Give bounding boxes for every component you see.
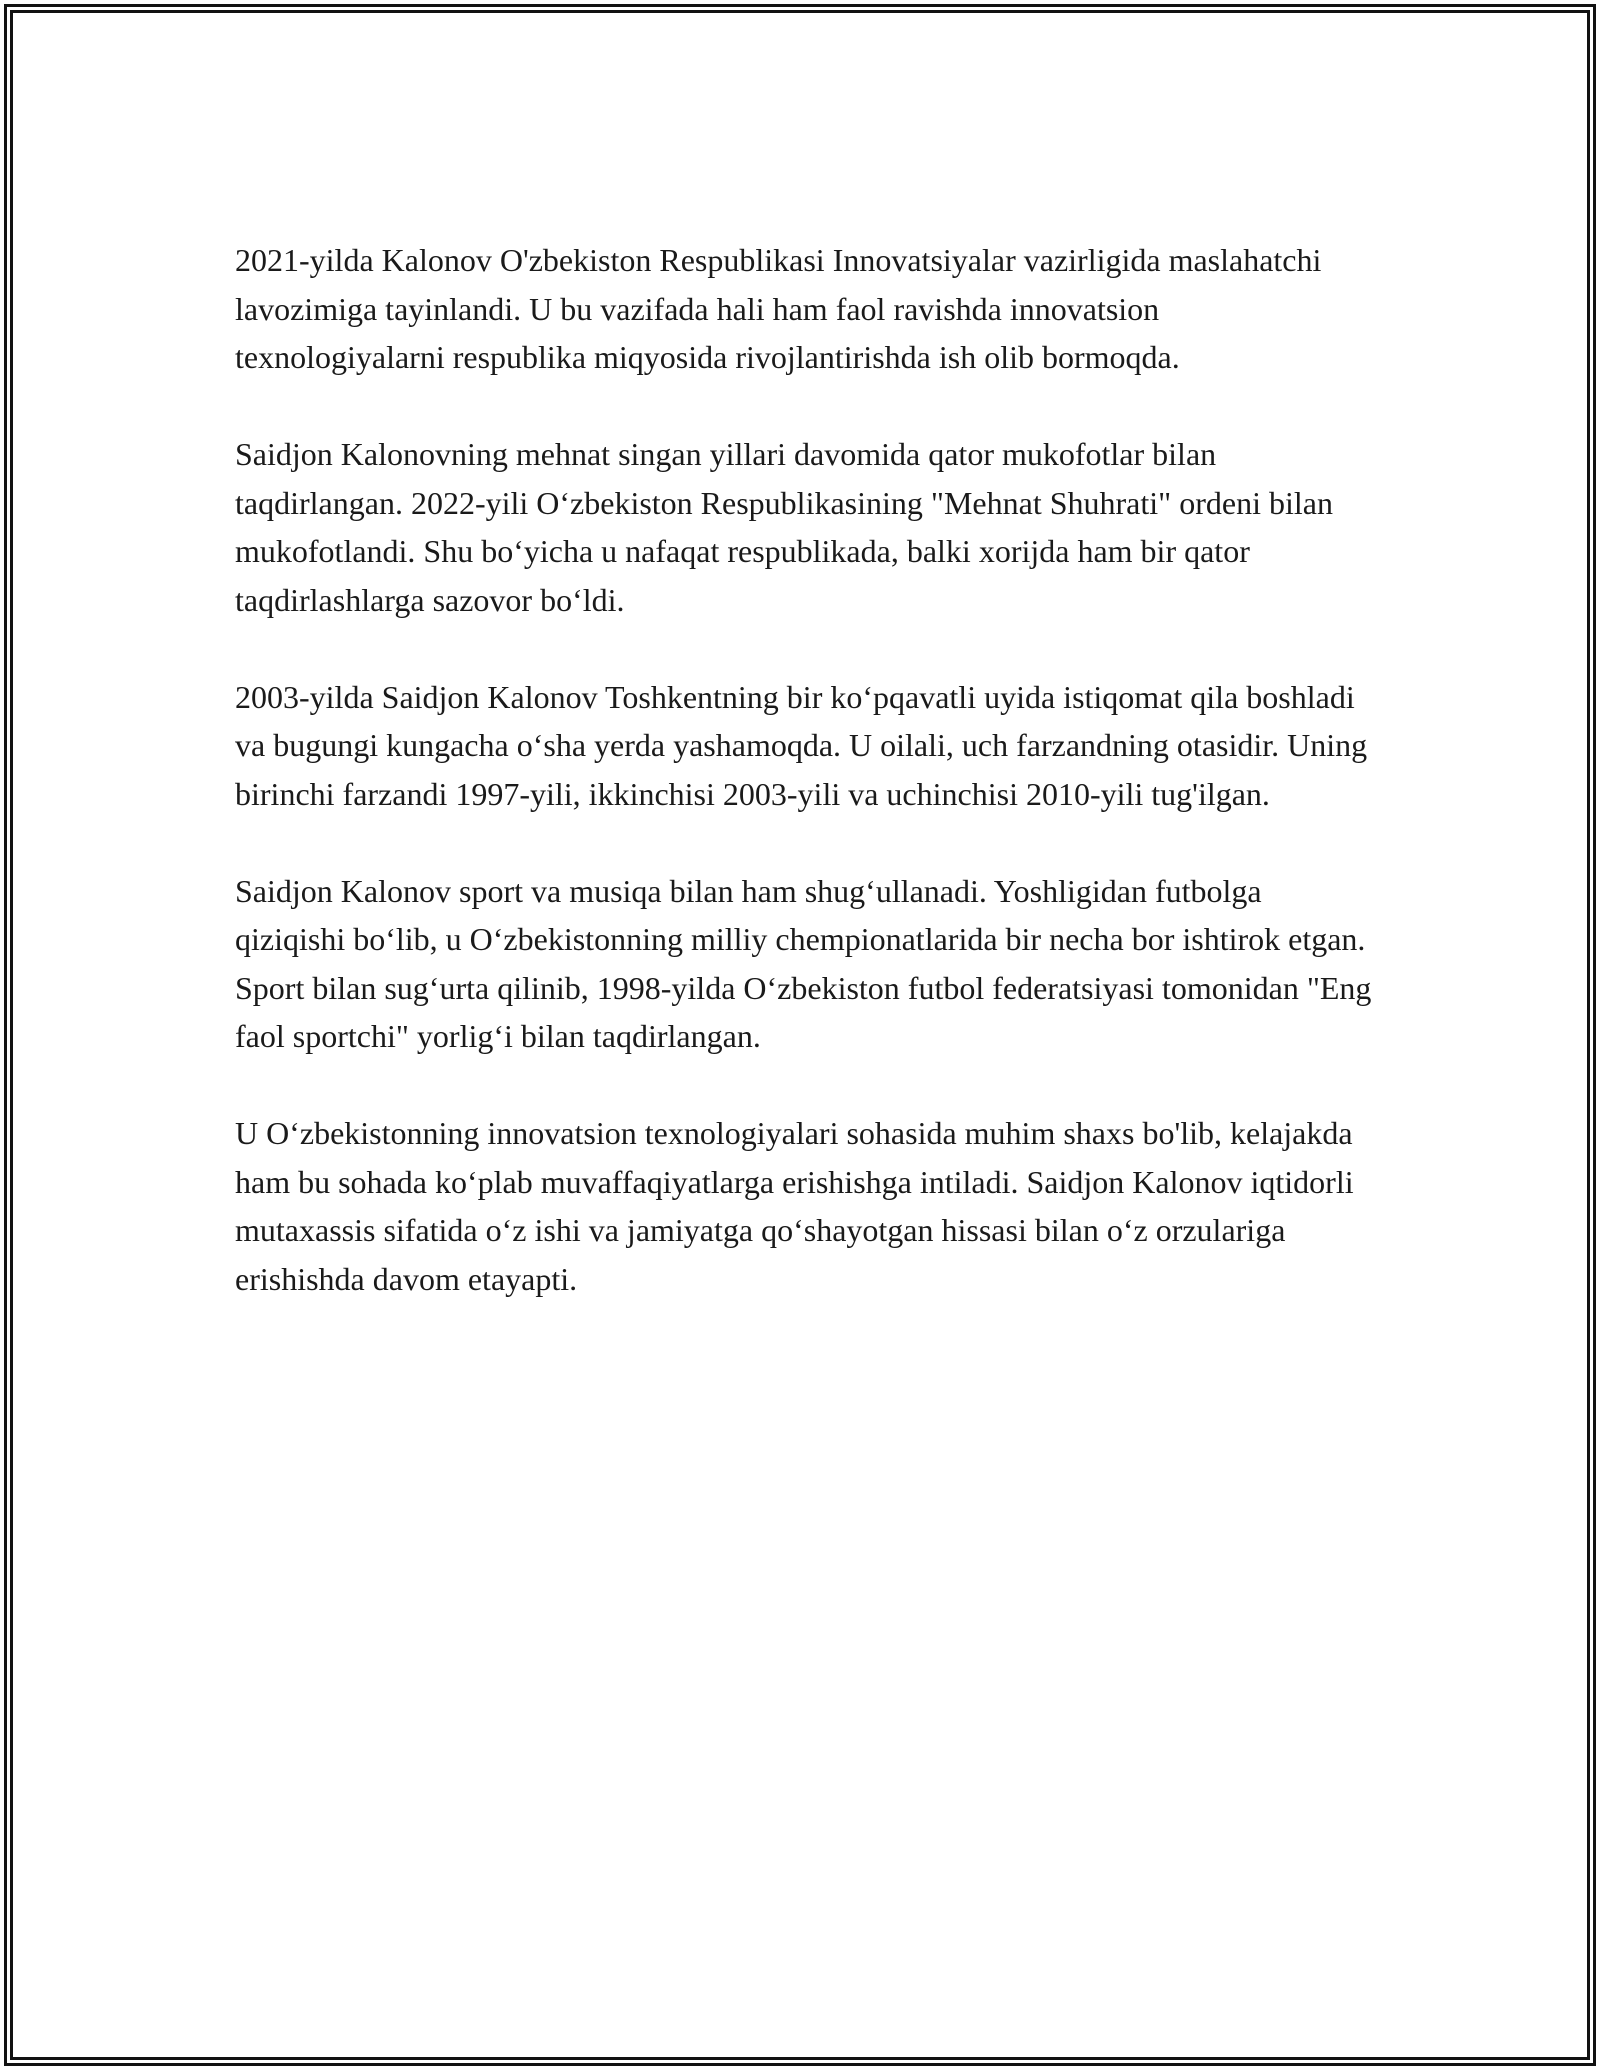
paragraph-family: 2003-yilda Saidjon Kalonov Toshkentning bir ko‘pqavatli uyida istiqomat qila boshladi va bugungi kungacha o‘sha yerda yashamoqda. U oilali, uch farzandning otasidir. Uning birinchi farzandi 1997-yili, ikkinchisi 2003-yili va uchinchisi 2010-yili tug'ilgan. <box>235 678 1368 812</box>
paragraph-sport: Saidjon Kalonov sport va musiqa bilan ham shug‘ullanadi. Yoshligidan futbolga qiziqishi bo‘lib, u O‘zbekistonning milliy chempionatlarida bir necha bor ishtirok etgan. Sport bilan sug‘urta qilinib, 1998-yilda O‘zbekiston futbol federatsiyasi tomonidan "Eng faol sportchi" yorlig‘i bilan taqdirlangan. <box>235 872 1372 1054</box>
paragraph-awards: Saidjon Kalonovning mehnat singan yillari davomida qator mukofotlar bilan taqdirlangan. 2022-yili O‘zbekiston Respublikasining "Mehnat Shuhrati" ordeni bilan mukofotlandi. Shu bo‘yicha u nafaqat respublikada, balki xorijda ham bir qator taqdirlashlarga sazovor bo‘ldi. <box>235 436 1333 618</box>
paragraph-appointment: 2021-yilda Kalonov O'zbekiston Respublikasi Innovatsiyalar vazirligida maslahatchi lavozimiga tayinlandi. U bu vazifada hali ham faol ravishda innovatsion texnologiyalarni respublika miqyosida rivojlantirishda ish olib bormoqda. <box>235 242 1322 375</box>
paragraph-conclusion: U O‘zbekistonning innovatsion texnologiyalari sohasida muhim shaxs bo'lib, kelajakda ham bu sohada ko‘plab muvaffaqiyatlarga erishishga intiladi. Saidjon Kalonov iqtidorli mutaxassis sifatida o‘z ishi va jamiyatga qo‘shayotgan hissasi bilan o‘z orzulariga erishishda davom etayapti. <box>235 1115 1354 1297</box>
document-body <box>235 236 1375 1352</box>
